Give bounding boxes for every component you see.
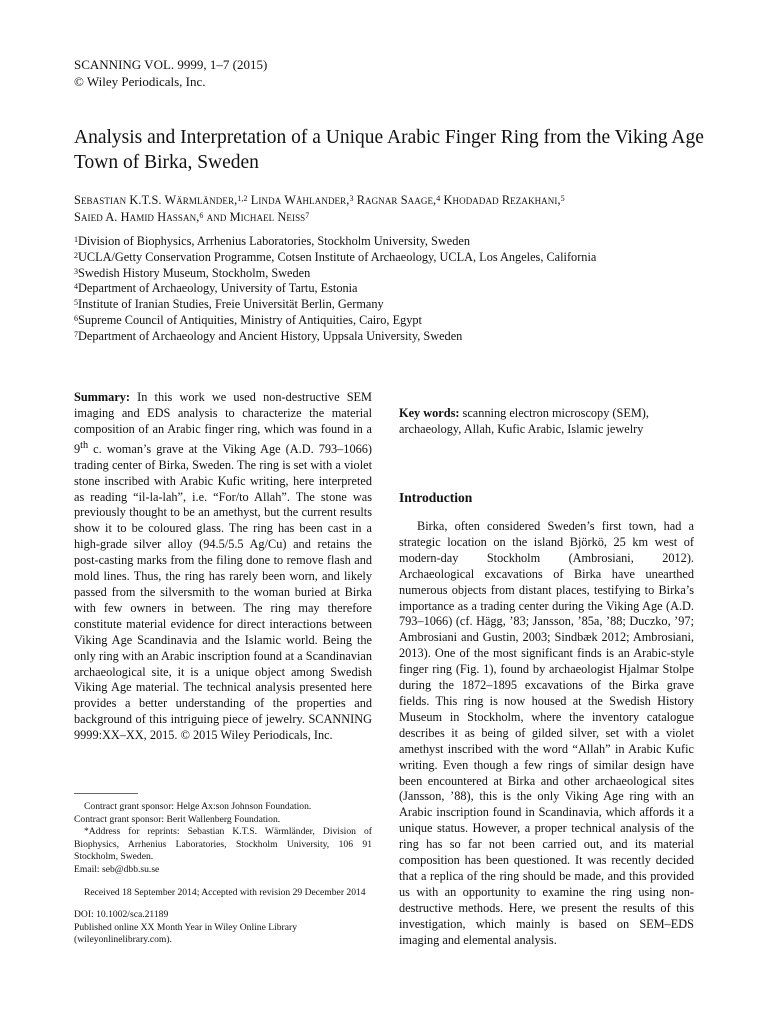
affiliation xyxy=(74,313,714,329)
affiliation-text: UCLA/Getty Conservation Programme, Cotsen Institute of Archaeology, UCLA, Los Angeles, California xyxy=(78,249,597,264)
footnote-divider xyxy=(74,793,138,794)
affiliation xyxy=(74,281,714,297)
affiliation-text: Institute of Iranian Studies, Freie Universität Berlin, Germany xyxy=(78,297,384,312)
keywords-label: Key words: xyxy=(399,406,460,420)
affiliation-list xyxy=(74,234,714,345)
journal-volume: SCANNING VOL. 9999, 1–7 (2015) xyxy=(74,57,268,72)
summary-section xyxy=(74,390,372,744)
author-affil-ref: 4 xyxy=(436,194,441,203)
affiliation-text: Division of Biophysics, Arrhenius Laboratories, Stockholm University, Sweden xyxy=(78,234,470,248)
article-title: Analysis and Interpretation of a Unique Arabic Finger Ring from the Viking Age Town of Birka, Sweden xyxy=(74,127,704,173)
affiliation-text: Department of Archaeology and Ancient History, Uppsala University, Sweden xyxy=(78,328,463,343)
affiliation-number: 4 xyxy=(74,282,78,292)
affiliation xyxy=(74,266,714,282)
wiley-site: (wileyonlinelibrary.com). xyxy=(74,934,172,946)
footnotes xyxy=(74,801,372,947)
footnote-sponsor: Contract grant sponsor: Berit Wallenberg Foundation. xyxy=(74,813,281,825)
author: and Michael Neiß xyxy=(206,210,306,224)
journal-header xyxy=(74,56,267,90)
affiliation-number: 6 xyxy=(74,313,78,323)
keywords-text: scanning electron microscopy (SEM), archaeology, Allah, Kufic Arabic, Islamic jewelry xyxy=(399,406,649,436)
author-affil-ref: 1,2 xyxy=(237,194,248,203)
affiliation xyxy=(74,297,714,313)
author-affil-ref: 6 xyxy=(199,211,204,220)
author-list xyxy=(74,192,714,226)
author: Khodadad Rezakhani, xyxy=(443,193,561,207)
affiliation-number: 5 xyxy=(74,298,78,308)
affiliation-number: 7 xyxy=(74,329,78,339)
affiliation-number: 1 xyxy=(74,235,78,244)
copyright-line: © Wiley Periodicals, Inc. xyxy=(74,74,206,89)
affiliation-text: Swedish History Museum, Stockholm, Sweden xyxy=(78,265,311,280)
affiliation xyxy=(74,234,714,250)
introduction-paragraph: Birka, often considered Sweden’s first town, had a strategic location on the island Björkö, 25 km west of modern-day Stockholm (Ambrosiani, 2012). Archaeological excavations of Birka have unearthed numerous objects from distant places, testifying to Birka’s importance as a trading center during the Viking Age (A.D. 793–1066) (cf. Hägg, ’83; Jansson, ’85a, ’88; Duczko, ’97; Ambrosiani and Gustin, 2003; Sindbæk 2012; Ambrosiani, 2013). One of the most significant finds is an Arabic-style finger ring (Fig. 1), found by archaeologist Hjalmar Stolpe during the 1872–1895 excavations of the Birka grave fields. This ring is now housed at the Swedish History Museum in Stockholm, where the inventory catalogue describes it as being of gilded silver, set with a violet amethyst inscribed with the word “Allah” in Arabic Kufic writing. Even though a few rings of similar design have been encountered at Birka and other archaeological sites (Jansson, ’88), this is the only Viking Age ring with an Arabic inscription found in Scandinavia, which affords it a unique status. However, a proper technical analysis of the ring has so far not been carried out, and its material composition has been questioned. It was recently decided that a replica of the ring should be made, and this provided us with an opportunity to examine the ring using non-destructive methods. Here, we present the results of this investigation, which mainly is based on SEM–EDS imaging and elemental analysis. xyxy=(399,519,694,947)
author-affil-ref: 5 xyxy=(560,194,565,203)
author: Sebastian K.T.S. Wärmländer, xyxy=(74,193,238,207)
received-dates: Received 18 September 2014; Accepted with revision 29 December 2014 xyxy=(84,886,366,898)
footnote-sponsor: Contract grant sponsor: Helge Ax:son Johnson Foundation. xyxy=(84,801,312,812)
author-affil-ref: 7 xyxy=(305,211,310,220)
affiliation xyxy=(74,250,714,266)
affiliation-text: Supreme Council of Antiquities, Ministry of Antiquities, Cairo, Egypt xyxy=(78,312,422,327)
affiliation xyxy=(74,329,714,345)
affiliation-number: 2 xyxy=(74,250,78,260)
keywords-section xyxy=(399,406,694,438)
affiliation-text: Department of Archaeology, University of Tartu, Estonia xyxy=(78,281,358,296)
author: Ragnar Saage, xyxy=(356,193,437,207)
author: Saied A. Hamid Hassan, xyxy=(74,210,200,224)
summary-superscript: th xyxy=(80,439,89,451)
summary-paragraph xyxy=(74,390,372,744)
summary-label: Summary: xyxy=(74,390,131,404)
author: Linda Wåhlander, xyxy=(250,193,350,207)
doi: DOI: 10.1002/sca.21189 xyxy=(74,909,169,921)
footnote-address: *Address for reprints: Sebastian K.T.S. Wärmländer, Division of Biophysics, Arrhenius Laboratories, Stockholm University, 106 91 Stockholm, Sweden. xyxy=(74,826,372,863)
introduction-body xyxy=(399,519,694,948)
section-heading-introduction: Introduction xyxy=(399,490,473,505)
footnote-email: Email: seb@dbb.su.se xyxy=(74,863,160,875)
published-online: Published online XX Month Year in Wiley Online Library xyxy=(74,921,298,933)
summary-text-end: c. woman’s grave at the Viking Age (A.D. 793–1066) trading center of Birka, Sweden. The ring is set with a violet stone inscribed with Arabic Kufic writing, here interpreted as reading “il-la-lah”, i.e. “For/to Allah”. The stone was previously thought to be an amethyst, but the current results show it to be coloured glass. The ring has been cast in a high-grade silver alloy (94.5/5.5 Ag/Cu) and retains the post-casting marks from the filing done to remove flash and mold lines. Thus, the ring has rarely been worn, and likely passed from the silversmith to the woman buried at Birka with few owners in between. The ring may therefore constitute material evidence for direct interactions between Viking Age Scandinavia and the Islamic world. Being the only ring with an Arabic inscription found at a Scandinavian archaeological site, it is a unique object among Swedish Viking Age material. The technical analysis presented here provides a better understanding of the properties and background of this intriguing piece of jewelry. SCANNING 9999:XX–XX, 2015. © 2015 Wiley Periodicals, Inc. xyxy=(74,441,372,743)
keywords-paragraph xyxy=(399,406,694,438)
summary-text-start: In this work we used non-destructive SEM imaging and EDS analysis to characterize the material composition of an Arabic finger ring, which was found in a 9 xyxy=(74,390,372,456)
affiliation-number: 3 xyxy=(74,266,78,276)
author-affil-ref: 3 xyxy=(349,194,354,203)
